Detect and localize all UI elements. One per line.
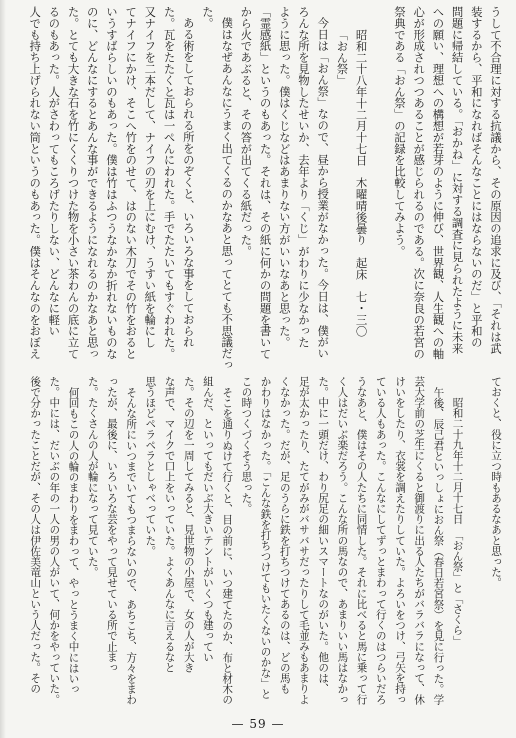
text-line: 問題に帰結している。「おかね」に対する調査に見られたように未来 (450, 6, 465, 354)
text-line: うして不合理に対する抗議から、その原因の追求に及び、「それは武 (489, 6, 503, 354)
text-line: くなかった。だが、足のうらに鉄を打ちつけてあるのは、どの馬も (278, 376, 291, 694)
text-line: かわりはなかった。「こんな鉄を打ちつけてもいたくないのかな」と (259, 376, 272, 700)
text-line: から火であぶると、その答が出てくる紙だった。 (239, 6, 254, 257)
upper-text-block (25, 6, 505, 371)
text-line: 祭典である「おん祭」の記録を比較してみよう。 (392, 6, 407, 257)
text-line: ている人もあった。こんなにしてずっとまわって行くのはつらいだろ (374, 376, 387, 705)
text-line: 装するから、平和になればそんなことにはならないのだ」と平和の (469, 6, 484, 348)
scan-edge-shadow (0, 0, 6, 738)
entry-date-heading: 昭和二十九年十二月十七日 「おん祭」と「さくら」 (451, 397, 464, 647)
text-line: ろんな所を見物したせいか、去年より「くじ」がわりに少なかった (296, 6, 311, 348)
text-line: 今日は「おん祭」なので、昼から授業がなかった。今日は、僕がい (316, 17, 331, 360)
text-line: く人はだいぶ楽だろう。こんな所の馬なので、あまりいい馬はなかっ (336, 376, 349, 705)
text-line: 後で分かったことだが、その人は伊佐美竜山という人だった。その (29, 376, 42, 694)
text-line: への願い、理想への構想が若芽のように伸び、世界観、人生観への軸 (431, 6, 446, 360)
text-line: 心が形成されつつあることが感じられるのである。次に奈良の若宮の (412, 6, 427, 360)
text-line: そんな所にいつまでいてもつまらないので、あちこち、方々をまわ (125, 386, 138, 705)
entry-title: 「おん祭」 (335, 28, 350, 86)
text-line: た。とても大きな石を竹にくくりつけた物を小さい茶わんの底に立て (66, 6, 81, 360)
text-line: 僕はなぜあんなにうまく出てくるのかなあと思ってとても不思議だっ (220, 17, 235, 371)
text-line: た。その辺を一周してみると、見世物の小屋で、女の人が大き (182, 376, 195, 673)
text-line: のに、どんなにするとあんな事ができるようになれるのかなあと思っ (85, 6, 100, 360)
text-line: 午後、辰己君といっしょにおん祭（春日若宮祭）を見に行った。学 (432, 386, 445, 705)
text-line: 「霊感紙」というのもあった。それは、その紙に何かの問題を書いて (258, 6, 273, 360)
text-line: ったが、最後に、いろいろな芸をやって見せている所で止まっ (105, 376, 118, 673)
text-line: た。たくさんの人が輪になって見ていた。 (86, 376, 99, 578)
text-line: 思うほどペラペラとしゃべっていた。 (144, 376, 157, 557)
text-line: 足が太かったり、たてがみがバサバサだったりして毛並みもあまりよ (297, 376, 310, 705)
text-line: 芸大学前の芝生にくると御渡りに出る人たちがバラバラになって、休 (413, 376, 426, 705)
text-line: ておくと、役に立つ時もあるなあと思った。 (490, 376, 502, 588)
page-number: — 59 — (231, 717, 285, 731)
entry-date-heading: 昭和二十八年十二月十七日 木曜晴後曇り 起床 七・三〇 (354, 28, 369, 337)
text-line: てナイフにかけ、そこへ竹をのせて、はのない木刀でその竹をおると (124, 6, 139, 360)
text-line: た。中に一頭だけ、わり尻足の細いスマートなのがいた。他のは、 (317, 376, 330, 694)
text-line: 組んだ、といってもだいぶ大きいテントがいくつも建ってい (201, 376, 214, 663)
text-line: ある術をしておられる所をのぞくと、いろいろな事をしておられ (181, 17, 196, 348)
text-line: るのもあった。人がさわってもころげたりしない、どんなに軽い (47, 6, 62, 337)
text-line: けいをしたり、衣裳を調えたりしていた。よろいをつけ、弓矢を持っ (394, 376, 406, 705)
lower-text-block (25, 376, 505, 712)
text-line: た。瓦をたたくと瓦は一ぺんにわれた。手でたたいてもすぐわれた。 (162, 6, 177, 360)
text-line: うなあと、僕はその人たちに同情した。それに比べると馬に乗って行 (355, 376, 368, 705)
text-line: この時つくづくそう思った。 (240, 376, 253, 514)
text-line: た。 (200, 6, 215, 29)
text-line: 人でも持ち上げられない筒というのもあった。僕はそんなのをおぼえ (28, 6, 43, 360)
text-line: た。中には、だいぶの年の一人の男の人がいて、何かをやっていた。 (48, 376, 61, 705)
text-line: ように思った。僕はくじなどはあまりない方がいいなあと思った。 (277, 6, 292, 348)
text-line: な声で、マイクで口上をいっていた。よくあんなに言えるなと (163, 376, 176, 673)
section-gap (467, 376, 486, 712)
text-line: そこを通りぬけて行くと、目の前に、いつ建てたのか、布と材木の (221, 386, 234, 705)
section-gap (371, 6, 390, 366)
text-line: いうすばらしいのもあった。僕は竹はふつうなかなか折れないものな (104, 6, 119, 360)
text-line: 又ナイフを二本だして、ナイフの刃を上にむけ、うすい紙を輪にし (143, 6, 158, 348)
text-line: 何回もこの人の輪のまわりをまわって、やっとうまく中にはいっ (67, 386, 80, 694)
